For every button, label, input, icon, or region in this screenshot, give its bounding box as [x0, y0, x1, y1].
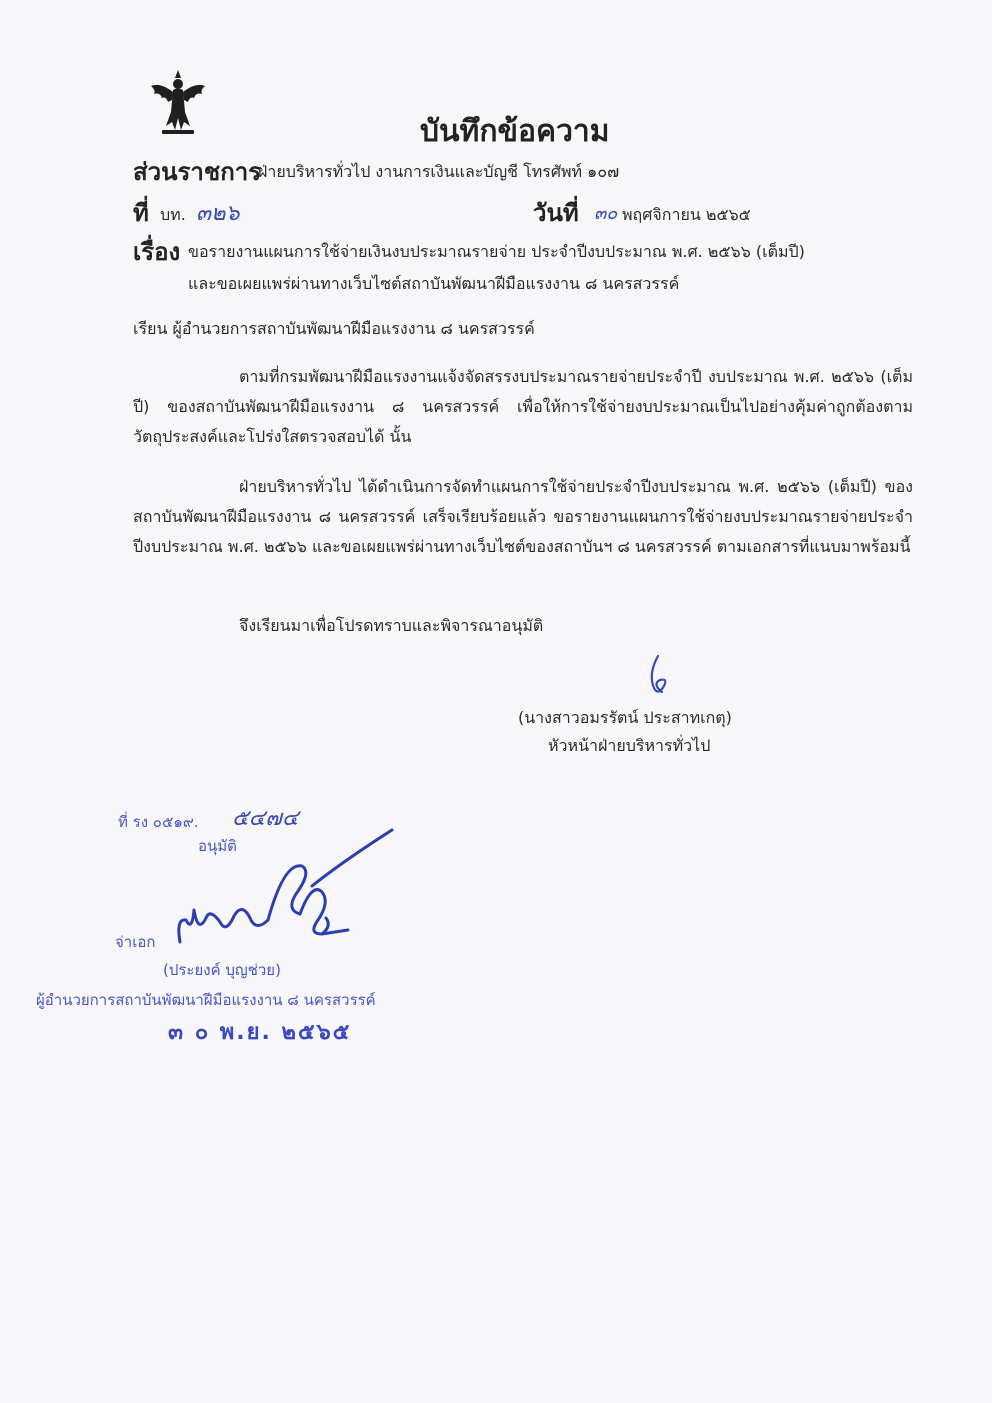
- garuda-emblem-icon: [148, 68, 208, 138]
- ref-label: ที่: [133, 199, 149, 227]
- approver-position: ผู้อำนวยการสถาบันพัฒนาฝีมือแรงงาน ๘ นครสวรรค์: [36, 991, 376, 1009]
- approver-name: (ประยงค์ บุญช่วย): [163, 961, 281, 979]
- agency-value: ฝ่ายบริหารทั่วไป งานการเงินและบัญชี โทรศัพท์ ๑๐๗: [258, 162, 620, 181]
- salutation: เรียน ผู้อำนวยการสถาบันพัฒนาฝีมือแรงงาน ๘ นครสวรรค์: [133, 319, 535, 338]
- body-paragraph-1: ตามที่กรมพัฒนาฝีมือแรงงานแจ้งจัดสรรงบประมาณรายจ่ายประจำปี งบประมาณ พ.ศ. ๒๕๖๖ (เต็มปี) ของสถาบันพัฒนาฝีมือแรงงาน ๘ นครสวรรค์ เพื่อให้การใช้จ่ายงบประมาณเป็นไปอย่างคุ้มค่าถูกต้องตามวัตถุประสงค์และโปร่งใสตรวจสอบได้ นั้น: [133, 367, 913, 446]
- signer-name: (นางสาวอมรรัตน์ ประสาทเกตุ): [518, 708, 732, 727]
- approver-signature-icon: [172, 822, 402, 952]
- date-label: วันที่: [533, 199, 579, 227]
- closing-line: จึงเรียนมาเพื่อโปรดทราบและพิจารณาอนุมัติ: [239, 616, 544, 635]
- approval-approve: อนุมัติ: [198, 837, 237, 855]
- approval-ref: ที่ รง ๐๕๑๙.: [118, 813, 199, 831]
- ref-number: ๓๒๖: [196, 201, 240, 226]
- memo-title: บันทึกข้อความ: [420, 114, 610, 149]
- subject-line-1: ขอรายงานแผนการใช้จ่ายเงินงบประมาณรายจ่าย ประจำปีงบประมาณ พ.ศ. ๒๕๖๖ (เต็มปี): [188, 242, 805, 261]
- date-rest: พฤศจิกายน ๒๕๖๕: [622, 205, 751, 224]
- subject-line-2: และขอเผยแพร่ผ่านทางเว็บไซต์สถาบันพัฒนาฝีมือแรงงาน ๘ นครสวรรค์: [188, 274, 680, 293]
- subject-label: เรื่อง: [133, 238, 181, 266]
- body-paragraph-2: ฝ่ายบริหารทั่วไป ได้ดำเนินการจัดทำแผนการใช้จ่ายประจำปีงบประมาณ พ.ศ. ๒๕๖๖ (เต็มปี) ของสถาบันพัฒนาฝีมือแรงงาน ๘ นครสวรรค์ เสร็จเรียบร้อยแล้ว ขอรายงานแผนการใช้จ่ายงบประมาณรายจ่ายประจำปีงบประมาณ พ.ศ. ๒๕๖๖ และขอเผยแพร่ผ่านทางเว็บไซต์ของสถาบันฯ ๘ นครสวรรค์ ตามเอกสารที่แนบมาพร้อมนี้: [133, 477, 913, 556]
- date-day: ๓๐: [594, 203, 618, 224]
- approval-date: ๓ ๐ พ.ย. ๒๕๖๕: [168, 1020, 352, 1045]
- ref-prefix: บท.: [160, 205, 186, 224]
- agency-label: ส่วนราชการ: [133, 158, 262, 186]
- signer-signature-icon: [640, 652, 680, 700]
- approval-clerk: จ่าเอก: [115, 933, 156, 951]
- approval-ref-number: ๕๔๗๔: [232, 806, 299, 831]
- signer-position: หัวหน้าฝ่ายบริหารทั่วไป: [548, 736, 711, 755]
